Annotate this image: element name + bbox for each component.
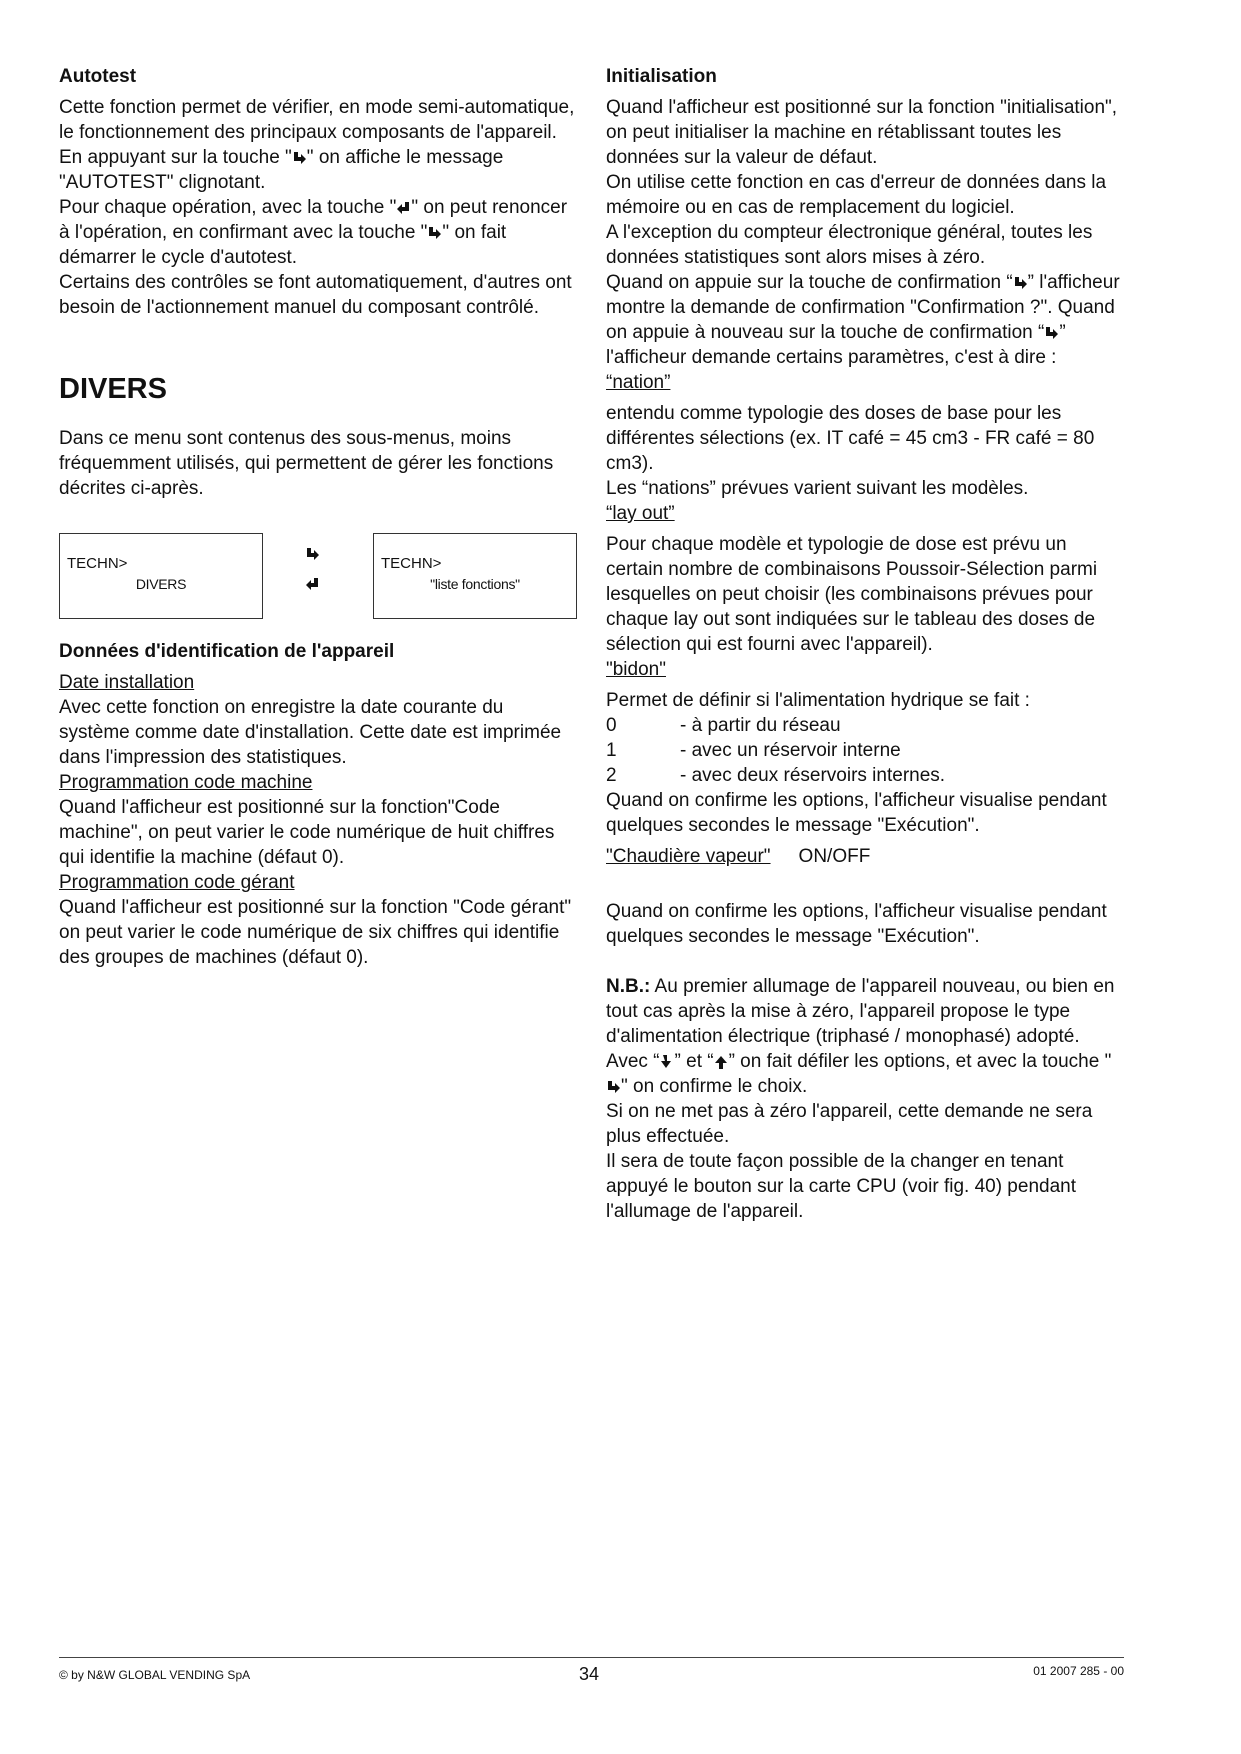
- nb-p3: Si on ne met pas à zéro l'appareil, cette demande ne sera plus effectuée.: [606, 1101, 1093, 1147]
- confirm-key-icon: [427, 226, 442, 240]
- code-machine-text: Quand l'afficheur est positionné sur la fonction"Code machine", on peut varier le code numérique de huit chiffres qui identifie la machine (défaut 0).: [59, 797, 555, 868]
- autotest-heading: Autotest: [59, 66, 137, 87]
- nb-p2: Avec “ ” et “ ” on fait défiler les options, et avec la touche " " on confirme le choix.: [606, 1051, 1112, 1097]
- divers-heading: DIVERS: [59, 373, 167, 405]
- display-screen-divers: TECHN> DIVERS: [59, 533, 263, 619]
- divers-intro: Dans ce menu sont contenus des sous-menus, moins fréquemment utilisés, qui permettent de gérer les fonctions décrites ci-après.: [59, 428, 554, 499]
- bidon-option-0: 0 - à partir du réseau: [606, 715, 841, 736]
- code-gerant-text: Quand l'afficheur est positionné sur la fonction "Code gérant" on peut varier le code numérique de six chiffres qui identifie des groupes de machines (défaut 0).: [59, 897, 572, 968]
- init-p2: On utilise cette fonction en cas d'erreur de données dans la mémoire ou en cas de remplacement du logiciel.: [606, 172, 1107, 218]
- autotest-p2: En appuyant sur la touche " " on affiche le message "AUTOTEST" clignotant.: [59, 147, 504, 193]
- confirm-key-icon: [606, 1080, 621, 1094]
- init-heading: Initialisation: [606, 66, 717, 87]
- init-p1: Quand l'afficheur est positionné sur la fonction "initialisation", on peut initialiser la machine en rétablissant toutes les données sur la valeur de défaut.: [606, 97, 1118, 168]
- chaudiere-p1: Quand on confirme les options, l'afficheur visualise pendant quelques secondes le message "Exécution".: [606, 901, 1107, 947]
- autotest-p4: Certains des contrôles se font automatiquement, d'autres ont besoin de l'actionnement manuel du composant contrôlé.: [59, 272, 572, 318]
- nation-p1: entendu comme typologie des doses de base pour les différentes sélections (ex. IT café = 45 cm3 - FR café = 80 cm3).: [606, 403, 1095, 474]
- right-column: [606, 64, 1126, 1224]
- document-code: 01 2007 285 - 00: [1033, 1664, 1124, 1678]
- bidon-option-2: 2 - avec deux réservoirs internes.: [606, 765, 946, 786]
- confirm-key-icon: [292, 151, 307, 165]
- layout-label: “lay out”: [606, 503, 675, 524]
- left-column: [59, 64, 579, 970]
- down-arrow-icon: [660, 1055, 675, 1069]
- escape-key-icon: [305, 577, 320, 591]
- nation-p2: Les “nations” prévues varient suivant les modèles.: [606, 478, 1029, 499]
- date-installation-label: Date installation: [59, 672, 195, 693]
- navigation-arrows: [305, 547, 325, 607]
- nb-p4: Il sera de toute façon possible de la changer en tenant appuyé le bouton sur la carte CPU (voir fig. 40) pendant l'allumage de l'appareil.: [606, 1151, 1076, 1222]
- code-machine-label: Programmation code machine: [59, 772, 313, 793]
- init-p4: Quand on appuie sur la touche de confirmation “ ” l'afficheur montre la demande de confirmation "Confirmation ?". Quand on appuie à nouveau sur la touche de confirmation “ ” l'afficheur demande certains paramètres, c'est à dire :: [606, 272, 1120, 368]
- bidon-p1: Permet de définir si l'alimentation hydrique se fait :: [606, 690, 1030, 711]
- escape-key-icon: [396, 201, 411, 215]
- confirm-key-icon: [1044, 326, 1059, 340]
- ident-heading: Données d'identification de l'appareil: [59, 641, 395, 662]
- confirm-key-icon: [1013, 276, 1028, 290]
- bidon-label: "bidon": [606, 659, 666, 680]
- chaudiere-line: [606, 844, 1126, 869]
- autotest-p1: Cette fonction permet de vérifier, en mode semi-automatique, le fonctionnement des principaux composants de l'appareil.: [59, 97, 575, 143]
- nation-label: “nation”: [606, 372, 671, 393]
- date-installation-text: Avec cette fonction on enregistre la date courante du système comme date d'installation. Cette date est imprimée dans l'impression des statistiques.: [59, 697, 562, 768]
- page-number: 34: [579, 1664, 600, 1684]
- autotest-p3: Pour chaque opération, avec la touche " " on peut renoncer à l'opération, en confirmant avec la touche " " on fait démarrer le cycle d'autotest.: [59, 197, 568, 268]
- chaudiere-value: ON/OFF: [798, 846, 871, 867]
- display-screen-liste: TECHN> "liste fonctions": [373, 533, 577, 619]
- up-arrow-icon: [714, 1055, 729, 1069]
- bidon-p2: Quand on confirme les options, l'afficheur visualise pendant quelques secondes le message "Exécution".: [606, 790, 1107, 836]
- init-p3: A l'exception du compteur électronique général, toutes les données statistiques sont alors mises à zéro.: [606, 222, 1093, 268]
- code-gerant-label: Programmation code gérant: [59, 872, 295, 893]
- bidon-option-1: 1 - avec un réservoir interne: [606, 740, 901, 761]
- display-screens: [59, 533, 579, 619]
- nb-p1: N.B.: Au premier allumage de l'appareil nouveau, ou bien en tout cas après la mise à zéro, l'appareil propose le type d'alimentation électrique (triphasé / monophasé) adopté.: [606, 976, 1115, 1047]
- page-footer: [59, 1657, 1124, 1698]
- copyright: © by N&W GLOBAL VENDING SpA: [59, 1668, 251, 1682]
- layout-p1: Pour chaque modèle et typologie de dose est prévu un certain nombre de combinaisons Poussoir-Sélection parmi lesquelles on peut choisir (les combinaisons prévues pour chaque lay out sont indiquées sur le tableau des doses de sélection qui est fourni avec l'appareil).: [606, 534, 1098, 655]
- confirm-key-icon: [305, 547, 320, 561]
- chaudiere-label: "Chaudière vapeur": [606, 846, 771, 867]
